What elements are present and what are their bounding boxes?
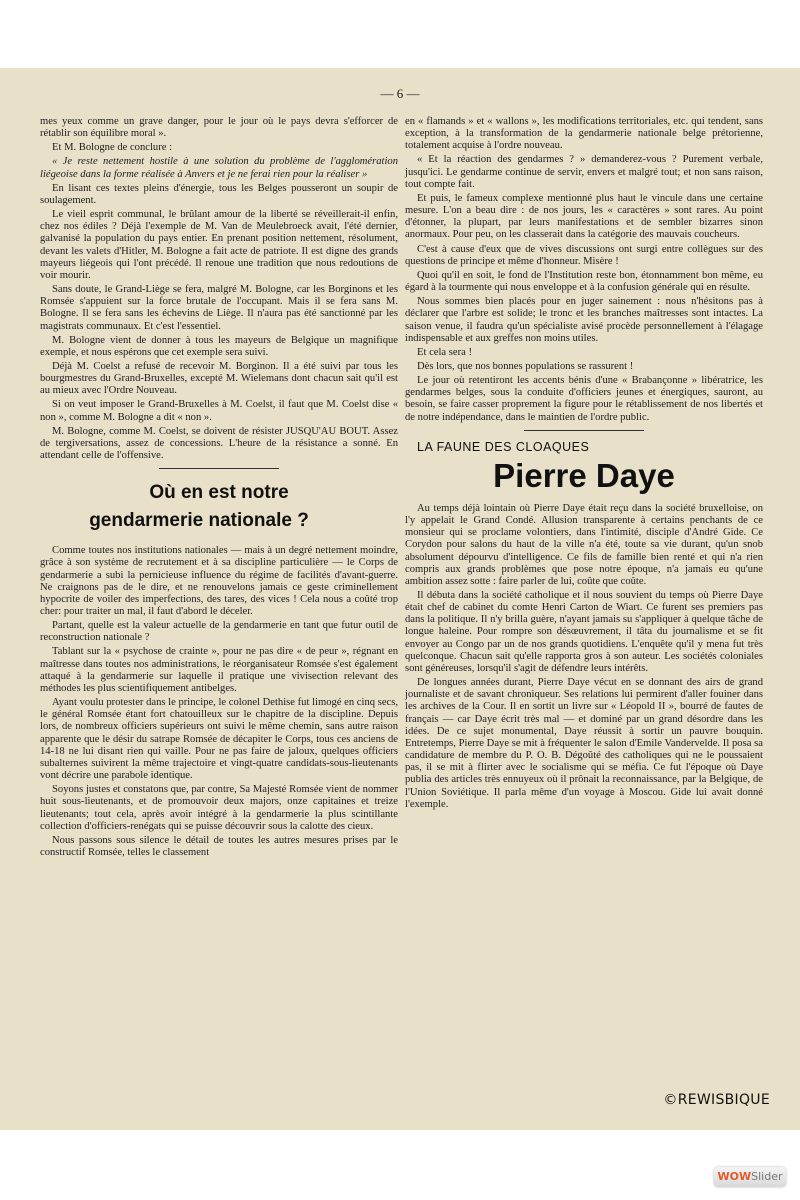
paragraph: Quoi qu'il en soit, le fond de l'Institution reste bon, étonnamment bon même, eu égard à la tourmente qui nous enveloppe et à la confusion générale qui en résulte. [405, 269, 763, 294]
paragraph: C'est à cause d'eux que de vives discussions ont surgi entre collègues sur des questions de principe et même d'honneur. Misère ! [405, 243, 763, 267]
divider [159, 468, 279, 469]
paragraph: Le vieil esprit communal, le brûlant amour de la liberté se réveillerait-il enfin, chez nos édiles ? Déjà l'exemple de M. Van de Meulebroeck avait, l'été dernier, galvanisé la population du pays entier. En prenant position nettement, résolument, devant les valets d'Hitler, M. Bologne a fait acte de patriote. Il est digne des grands mayeurs liégeois qui l'ont précédé. Il renoue une tradition que nous redoutions de voir mourir. [40, 209, 398, 281]
article-headline [40, 479, 398, 535]
paragraph: « Et la réaction des gendarmes ? » demanderez-vous ? Purement verbale, jusqu'ici. Le gendarme continue de servir, envers et malgré tout; et non sans raison, tout compte fait. [405, 154, 763, 190]
slider-logo[interactable] [714, 1167, 786, 1187]
paragraph: Et puis, le fameux complexe mentionné plus haut le vincule dans une certaine mesure. L'on a beau dire : de nos jours, les « caractères » sont rares. Au point d'étonner, la plupart, par leurs manifestations et de sembler bizarres sinon anormaux. Pour peu, on les classerait dans la catégorie des mauvais coucheurs. [405, 192, 763, 241]
newspaper-page [0, 68, 800, 1130]
slider-logo-suffix: Slider [751, 1170, 783, 1183]
paragraph: Au temps déjà lointain où Pierre Daye était reçu dans la société bruxelloise, on l'y appelait le Grand Condé. Allusion transparente à certains penchants de ce monsieur qui se proclame volontiers, dans l'intimité, disciple d'André Gide. Ce Corydon pour salons du haut de la ville n'a été, toute sa vie durant, qu'un snob absolument dépourvu d'intelligence. Ce fils de famille bien renté et qui n'a rien compris aux grands problèmes que pose notre époque, n'a jamais eu qu'une ambition assez sotte : faire parler de lui, coûte que coûte. [405, 502, 763, 587]
paragraph: M. Bologne, comme M. Coelst, se doivent de résister JUSQU'AU BOUT. Assez de tergiversations, assez de concessions. L'heure de la résistance a sonné. En attendant celle de l'offensive. [40, 425, 398, 462]
paragraph: Et cela sera ! [417, 346, 472, 358]
paragraph: Il débuta dans la société catholique et il nous souvient du temps où Pierre Daye était chef de cabinet du comte Henri Carton de Wiart. Ce furent ses premiers pas dans la politique. Il n'y brilla guère, n'ayant jamais su s'appliquer à quelque tâche de longue haleine. Pour rompre son désœuvrement, il tâta du journalisme et se fit envoyer au Congo par un de nos grands quotidiens. L'enquête qu'il y mena fut très quelconque. Chacun sait qu'elle rapporta gros à son auteur. Les sociétés coloniales sont généreuses, lorsqu'il s'agit de défendre leurs intérêts. [405, 590, 763, 674]
headline-line: Où en est notre [149, 482, 289, 504]
paragraph: Soyons justes et constatons que, par contre, Sa Majesté Romsée vient de nommer huit sous-lieutenants, et de promouvoir deux majors, onze capitaines et treize lieutenants; tout cela, après avoir intégré à la gendarmerie la plus scintillante collection d'officiers-renégats qui se puisse découvrir sous la calotte des cieux. [40, 784, 398, 832]
paragraph: en « flamands » et « wallons », les modifications territoriales, etc. qui tendent, sans exception, à la transformation de la gendarmerie nationale belge prétorienne, totalement acquise à l'ordre nouveau. [405, 116, 763, 152]
paragraph: Déjà M. Coelst a refusé de recevoir M. Borginon. Il a été suivi par tous les bourgmestres du Grand-Bruxelles, excepté M. Wielemans dont chacun sait qu'il est au mieux avec l'Ordre Nouveau. [40, 360, 398, 397]
paragraph: Et M. Bologne de conclure : [52, 142, 173, 154]
paragraph: Dès lors, que nos bonnes populations se rassurent ! [417, 360, 634, 372]
paragraph: Partant, quelle est la valeur actuelle de la gendarmerie en tant que futur outil de reconstruction nationale ? [40, 620, 398, 644]
paragraph: Sans doute, le Grand-Liège se fera, malgré M. Bologne, car les Borginons et les Romsée s'appuient sur la force brutale de l'occupant. Mais il se fera sans M. Bologne. Il se fera sans les échevins de Liège. Il n'aura pas été sanctionné par les magistrats communaux. Et c'est l'essentiel. [40, 284, 398, 332]
slider-logo-prefix: WOW [717, 1170, 752, 1183]
paragraph: En lisant ces textes pleins d'énergie, tous les Belges pousseront un soupir de soulagement. [40, 182, 398, 206]
paragraph: Tablant sur la « psychose de crainte », pour ne pas dire « de peur », régnant en maîtresse dans toutes nos administrations, le réorganisateur Romsée s'est également attaqué à la gendarmerie sur laquelle il pratique une vivisection relevant des méthodes les plus scientifiquement antibelges. [40, 646, 398, 694]
headline-line: gendarmerie nationale ? [89, 510, 309, 532]
paragraph: Le jour où retentiront les accents bénis d'une « Brabançonne » libératrice, les gendarmes belges, sous la conduite d'officiers jeunes et énergiques, sauront, au besoin, se faire casser proprement la figure pour le rétablissement de nos libertés et de notre indépendance, dans le maintien de l'ordre public. [405, 375, 763, 423]
paragraph: Comme toutes nos institutions nationales — mais à un degré nettement moindre, grâce à son système de recrutement et à sa discipline particulière — le Corps de gendarmerie a subi la pernicieuse influence du régime de facilités d'avant-guerre. Ne craignons pas de le dire, et ne renouvelons jamais ce geste criminellement hypocrite de voiler des imperfections, des tares, des vices ! Cela nous a coûté trop cher: pour traiter un mal, il faut d'abord le déceler. [40, 545, 398, 617]
paragraph: Si on veut imposer le Grand-Bruxelles à M. Coelst, il faut que M. Coelst dise « non », comme M. Bologne a dit « non ». [40, 399, 398, 423]
right-column [405, 116, 763, 813]
paragraph: De longues années durant, Pierre Daye vécut en se donnant des airs de grand journaliste et de savant chroniqueur. Ses relations lui permirent d'aller fouiner dans les archives de la Cour. Il en sortit un livre sur « Léopold II », bourré de fautes de français — car Daye écrit très mal — et dominé par un grand désordre dans les idées. De ce sujet monumental, Daye réussit à sortir un pauvre bouquin. Entretemps, Pierre Daye se mit à fréquenter le salon d'Emile Vandervelde. Il posa sa candidature de membre du P. O. B. Dégoûté des catholiques qui ne le poussaient pas, il se mit à flirter avec le socialisme qui se méfia. Ce fut l'époque où Daye publia des articles très ennuyeux où il prônait la reconnaissance, par la Belgique, de l'Union Soviétique. Il parla même d'un voyage à Moscou. Gide lui avait donné l'exemple. [405, 677, 763, 810]
article-headline: Pierre Daye [493, 456, 675, 494]
paragraph: Nous sommes bien placés pour en juger sainement : nous n'hésitons pas à déclarer que l'arbre est solide; le tronc et les branches maîtresses sont intactes. La saison venue, il faudra qu'un spécialiste avisé procède personnellement à l'élagage indispensable et aux greffes non moins utiles. [405, 296, 763, 344]
copyright-watermark: ©REWISBIQUE [663, 1092, 770, 1108]
paragraph: M. Bologne vient de donner à tous les mayeurs de Belgique un magnifique exemple, et nous espérons que cet exemple sera suivi. [40, 334, 398, 358]
page-number: — 6 — [380, 86, 420, 101]
section-rubric: LA FAUNE DES CLOAQUES [417, 439, 590, 454]
quote: « Je reste nettement hostile à une solution du problème de l'agglomération liégeoise dans la forme réalisée à Anvers et je ne ferai rien pour la réaliser » [40, 156, 398, 180]
paragraph: Nous passons sous silence le détail de toutes les autres mesures prises par le constructif Romsée, telles le classement [40, 834, 398, 858]
paragraph: Ayant voulu protester dans le principe, le colonel Dethise fut limogé en cinq secs, le général Romsée étant fort chatouilleux sur le chapitre de la discipline. Depuis lors, de nombreux officiers supérieurs ont suivi le même chemin, sans autre raison apparente que le désir du satrape Romsée de décapiter le Corps, tous ces anciens de 14-18 ne lui disant rien qui vaille. Pour ne pas faire de jaloux, quelques officiers subalternes suivirent la même trajectoire et vingt-quatre candidats-sous-lieutenants vont décrire une parabole identique. [40, 697, 398, 782]
paragraph: mes yeux comme un grave danger, pour le jour où le pays devra s'efforcer de rétablir son équilibre moral ». [40, 116, 398, 140]
left-column [40, 116, 398, 861]
divider [524, 430, 644, 431]
